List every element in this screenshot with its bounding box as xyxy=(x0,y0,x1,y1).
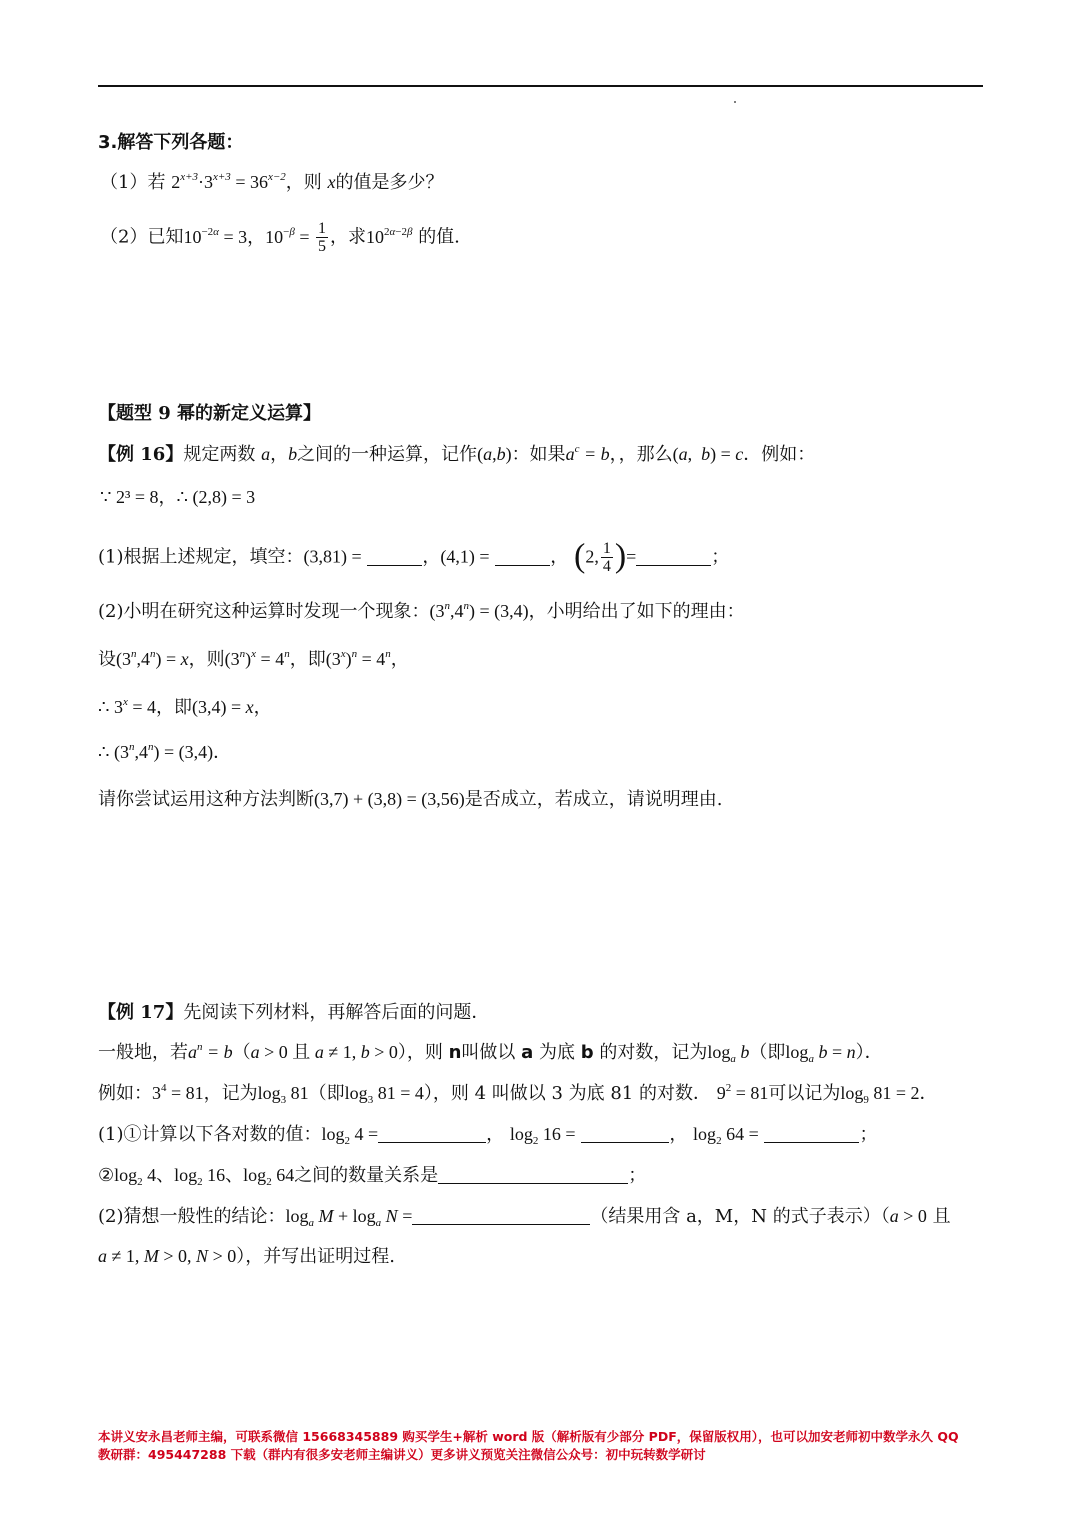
ex17-definition: 一般地，若$a^n = b(a > 0$ 且 a ≠ 1, b > 0），则 n叫做以 a 为底 b 的对数，记为$\log_a b$（即$\log_a b = n$）． xyxy=(98,1041,883,1065)
section-heading: 【题型 9 幂的新定义运算】 xyxy=(98,403,322,424)
ex16-intro: 【例 16】规定两数 a，b之间的一种运算，记作(a,b)：如果$a^c = b$，，那么(a, b) = c．例如： xyxy=(98,443,816,465)
ex16-q2: (2)小明在研究这种运算时发现一个现象：$(3^n,4^n) = (3,4)$，小明给出了如下的理由： xyxy=(98,600,745,622)
ex16-example: ∵ 2³ = 8，∴ (2,8) = 3 xyxy=(100,487,256,507)
q3-title: 3.解答下列各题： xyxy=(98,132,244,153)
footer-line-1: 本讲义安永昌老师主编，可联系微信 15668345889 购买学生+解析 word 版（解析版有少部分 PDF，保留版权用），也可以加安老师初中数学永久 QQ xyxy=(98,1429,959,1444)
ex16-step1: 设$(3^n,4^n) = x$，则$(3^n)^x = 4^n$，即$(3^x)^n = 4^n$， xyxy=(98,648,409,670)
header-rule xyxy=(98,85,983,87)
ex16-step2: ∴ $3^x = 4$，即(3,4) = x， xyxy=(98,696,272,718)
ex17-intro: 【例 17】先阅读下列材料，再解答后面的问题． xyxy=(98,1002,490,1023)
header-dot xyxy=(734,101,736,103)
q3-part2: （2）已知$10^{-2\alpha} = 3$，$10^{-\beta}$ = $\frac{1}{5}$ ，求$10^{2\alpha-2\beta}$ 的值. xyxy=(100,220,460,255)
ex17-q1b: $②\log_2$ 4、$\log_2 16$、$\log_2 64$之间的数量关系是 ； xyxy=(98,1165,647,1188)
ex16-step4: 请你尝试运用这种方法判断(3,7) + (3,8) = (3,56)是否成立，若成立，请说明理由. xyxy=(98,789,723,810)
ex16-step3: ∴ $(3^n,4^n) = (3,4)$． xyxy=(98,741,232,763)
ex17-q2: (2)猜想一般性的结论：$\log_a M + \log_a N$ = （结果用含 a，M，N 的式子表示）（a > 0 且 xyxy=(98,1206,951,1229)
ex17-example: 例如：$3^4 = 81$，记为$\log_3 81$（即$\log_3 81 = 4$），则 4 叫做以 3 为底 81 的对数． $9^2 = 81$可以记为$\log_9 81 = 2$． xyxy=(98,1082,938,1106)
ex16-q1: (1)根据上述规定，填空：(3,81) = ，(4,1) = ， (2, $\frac{1}{4}$ )= ； xyxy=(98,537,730,575)
ex17-q1: (1)①计算以下各对数的值：$\log_2 4$ = ， $\log_2 16$ = ， $\log_2 64$ = ； xyxy=(98,1124,878,1147)
ex17-q2-cont: a ≠ 1, M > 0, N > 0），并写出证明过程. xyxy=(98,1246,395,1267)
q3-part1: （1）若 $2^{x+3}\cdot 3^{x+3} = 36^{x-2}$，则 x的值是多少？ xyxy=(100,171,444,193)
footer-line-2: 教研群：495447288 下载（群内有很多安老师主编讲义）更多讲义预览关注微信公众号：初中玩转数学研讨 xyxy=(98,1447,706,1462)
